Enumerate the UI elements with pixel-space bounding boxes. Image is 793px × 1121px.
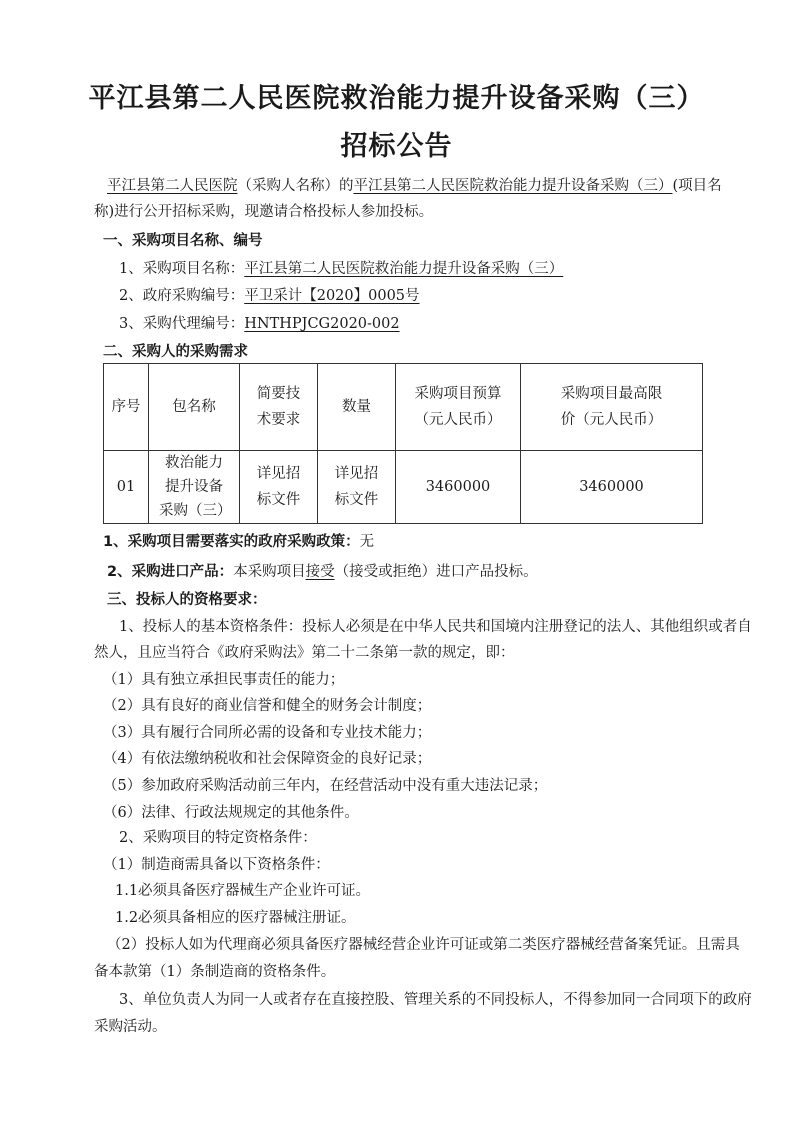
value: HNTHPJCG2020-002 — [244, 316, 400, 332]
section2-heading: 二、采购人的采购需求 — [103, 344, 248, 360]
section3-heading: 三、投标人的资格要求： — [107, 592, 267, 608]
header-cell: 采购项目最高限价（元人民币） — [521, 364, 703, 451]
table-row — [104, 451, 703, 524]
para-line: （3）具有履行合同所必需的设备和专业技术能力； — [103, 725, 432, 741]
text: 本采购项目 — [233, 564, 306, 580]
label: 2、采购进口产品： — [107, 564, 234, 580]
doc-subtitle: 招标公告 — [340, 131, 453, 162]
para-line: 备本款第（1）条制造商的资格条件。 — [94, 964, 336, 980]
header-cell: 数量 — [318, 364, 396, 451]
policy-line — [103, 533, 374, 551]
item-gov-number — [119, 287, 420, 305]
label: 1、采购项目名称： — [119, 261, 245, 277]
para-line: （5）参加政府采购活动前三年内，在经营活动中没有重大违法记录； — [103, 778, 548, 794]
para-line: 3、单位负责人为同一人或者存在直接控股、管理关系的不同投标人，不得参加同一合同项下的政府 — [119, 992, 752, 1008]
buyer-name: 平江县第二人民医院 — [107, 178, 238, 194]
doc-title: 平江县第二人民医院救治能力提升设备采购（三） — [88, 83, 705, 114]
item-agent-number — [119, 315, 400, 333]
header-cell: 序号 — [104, 364, 149, 451]
import-line — [107, 563, 538, 581]
item-project-name — [119, 260, 563, 278]
header-cell: 简要技术要求 — [240, 364, 318, 451]
para-line: （1）制造商需具备以下资格条件： — [103, 857, 330, 873]
buyer-note: （采购人名称）的 — [237, 178, 354, 194]
para-line: （1）具有独立承担民事责任的能力； — [103, 672, 345, 688]
label: 3、采购代理编号： — [119, 316, 245, 332]
cell: 救治能力提升设备采购（三） — [149, 451, 240, 524]
cell: 3460000 — [521, 451, 703, 524]
cell: 详见招标文件 — [318, 451, 396, 524]
value: 接受 — [305, 564, 335, 580]
label: 1、采购项目需要落实的政府采购政策： — [103, 534, 360, 550]
para-line: 2、采购项目的特定资格条件： — [119, 830, 317, 846]
value: 无 — [359, 534, 375, 550]
project-name: 平江县第二人民医院救治能力提升设备采购（三） — [353, 178, 673, 194]
header-cell: 采购项目预算（元人民币） — [396, 364, 521, 451]
project-note: (项目名 — [672, 178, 722, 194]
text: （接受或拒绝）进口产品投标。 — [334, 564, 538, 580]
para-line: （4）有依法缴纳税收和社会保障资金的良好记录； — [103, 751, 432, 767]
para-line: 1.1必须具备医疗器械生产企业许可证。 — [115, 883, 371, 899]
value: 平卫采计【2020】0005号 — [244, 288, 420, 304]
para-line: （6）法律、行政法规规定的其他条件。 — [103, 805, 359, 821]
para-line: （2）具有良好的商业信誉和健全的财务会计制度； — [103, 698, 432, 714]
requirements-table — [103, 363, 703, 524]
value: 平江县第二人民医院救治能力提升设备采购（三） — [244, 261, 564, 277]
cell: 详见招标文件 — [240, 451, 318, 524]
section1-heading: 一、采购项目名称、编号 — [103, 233, 263, 249]
para-line: 1、投标人的基本资格条件：投标人必须是在中华人民共和国境内注册登记的法人、其他组织或者自 — [119, 619, 752, 635]
label: 2、政府采购编号： — [119, 288, 245, 304]
para-line: 然人，且应当符合《政府采购法》第二十二条第一款的规定，即： — [94, 645, 515, 661]
para-line: 采购活动。 — [94, 1019, 167, 1035]
table-header-row — [104, 364, 703, 451]
cell: 3460000 — [396, 451, 521, 524]
intro-line1 — [107, 177, 722, 195]
cell: 01 — [104, 451, 149, 524]
header-cell: 包名称 — [149, 364, 240, 451]
para-line: 1.2必须具备相应的医疗器械注册证。 — [115, 910, 356, 926]
para-line: （2）投标人如为代理商必须具备医疗器械经营企业许可证或第二类医疗器械经营备案凭证。且需具 — [107, 937, 740, 953]
intro-line2: 称)进行公开招标采购，现邀请合格投标人参加投标。 — [94, 204, 434, 220]
